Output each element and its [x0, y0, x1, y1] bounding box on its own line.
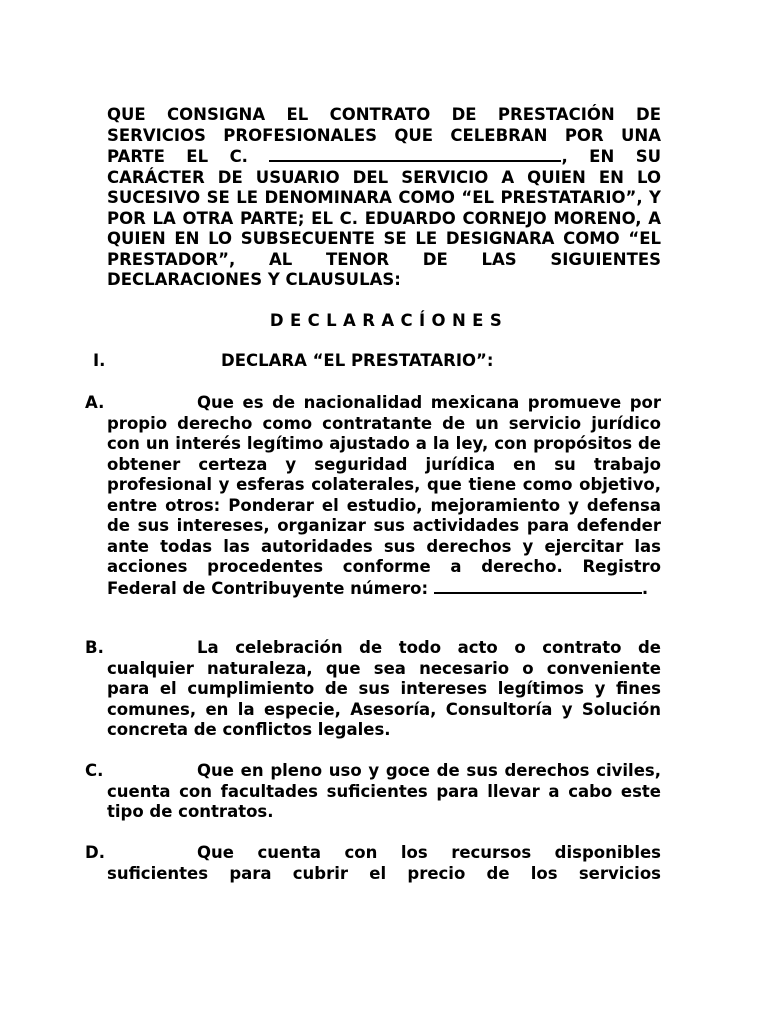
item-b-text: La celebración de todo acto o contrato de cualquier naturaleza, que sea necesario o conveniente para el cumplimiento de sus intereses legítimos y fines comunes, en la especie, Asesoría, Consultoría y Solución concreta de conflictos legales. [107, 638, 661, 739]
item-c-marker: C. [85, 761, 104, 780]
intro-text-part1: QUE CONSIGNA EL CONTRATO DE PRESTACIÓN DE SERVICIOS PROFESIONALES QUE CELEBRAN POR UNA PARTE EL C. [107, 105, 661, 166]
intro-text-part2: , EN SU CARÁCTER DE USUARIO DEL SERVICIO A QUIEN EN LO SUCESIVO SE LE DENOMINARA COMO “EL PRESTATARIO”, Y POR LA OTRA PARTE; EL C. EDUARDO CORNEJO MORENO, A QUIEN EN LO SUBSECUENTE SE LE DESIGNARA COMO “EL PRESTADOR”, AL TENOR DE LAS SIGUIENTES DECLARACIONES Y CLAUSULAS: [107, 147, 662, 289]
declarations-heading: DECLARACÍONES [269, 311, 509, 330]
rfc-blank-line [434, 578, 642, 594]
item-b-paragraph [107, 638, 661, 741]
contract-intro-paragraph [107, 105, 661, 291]
item-a-marker: A. [85, 393, 105, 412]
section-i-title: DECLARA “EL PRESTATARIO”: [221, 351, 494, 370]
item-a-text: Que es de nacionalidad mexicana promueve por propio derecho como contratante de un servicio jurídico con un interés legítimo ajustado a la ley, con propósitos de obtener certeza y seguridad jurídica en su trabajo profesional y esferas colaterales, que tiene como objetivo, entre otros: Ponderar el estudio, mejoramiento y defensa de sus intereses, organizar sus actividades para defender ante todas las autoridades sus derechos y ejercitar las acciones procedentes conforme a derecho. Registro Federal de Contribuyente número: [107, 393, 661, 598]
item-d-marker: D. [85, 843, 105, 862]
item-a-paragraph [107, 393, 661, 599]
item-d-text: Que cuenta con los recursos disponibles suficientes para cubrir el precio de los servicios [107, 843, 661, 883]
item-d-paragraph [107, 843, 661, 884]
client-name-blank-line [269, 146, 561, 162]
item-a-suffix: . [641, 578, 649, 598]
item-c-text: Que en pleno uso y goce de sus derechos civiles, cuenta con facultades suficientes para llevar a cabo este tipo de contratos. [107, 761, 661, 821]
item-c-paragraph [107, 761, 661, 823]
section-i-marker: I. [93, 351, 106, 370]
item-b-marker: B. [85, 638, 104, 657]
